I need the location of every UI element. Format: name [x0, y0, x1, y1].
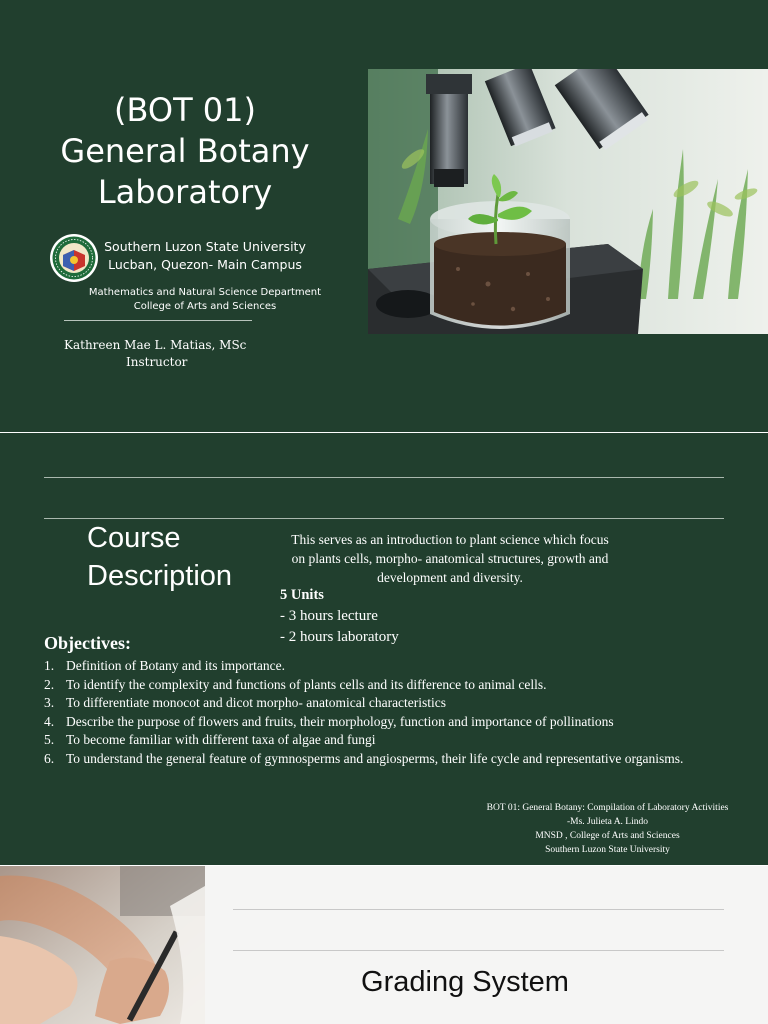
grading-system-slide [0, 866, 768, 1024]
hands-writing-photo [0, 866, 205, 1024]
list-item [44, 750, 744, 769]
reference-line: BOT 01: General Botany: Compilation of Laboratory Activities [486, 803, 729, 813]
units-laboratory: - 2 hours laboratory [280, 629, 399, 645]
list-number: 1. [44, 658, 55, 673]
list-text: Describe the purpose of flowers and fruits, their morphology, function and importance of pollinations [66, 713, 614, 729]
list-text: To differentiate monocot and dicot morpho- anatomical characteristics [66, 695, 447, 710]
college-name: College of Arts and Sciences [133, 300, 277, 312]
list-text: To understand the general feature of gymnosperms and angiosperms, their life cycle and representative organisms. [66, 750, 684, 766]
list-item [44, 657, 744, 676]
objectives-heading: Objectives: [44, 633, 131, 653]
department-name: Mathematics and Natural Science Department [88, 287, 322, 298]
divider [64, 320, 252, 321]
list-item [44, 713, 744, 732]
list-number: 3. [44, 695, 55, 710]
reference-line: -Ms. Julieta A. Lindo [566, 817, 648, 827]
microscope-plant-photo [368, 69, 768, 334]
course-title [40, 90, 330, 213]
list-number: 4. [44, 713, 55, 729]
title-slide [0, 0, 768, 432]
objectives-list [44, 657, 744, 768]
list-text: Definition of Botany and its importance. [66, 658, 285, 673]
divider-top [233, 909, 724, 910]
list-number: 5. [44, 732, 55, 747]
instructor-role: Instructor [126, 355, 188, 369]
title-line-code: (BOT 01) [114, 91, 256, 129]
units-block [280, 585, 399, 648]
grading-title: Grading System [361, 966, 569, 998]
course-description [270, 530, 630, 587]
reference-block [460, 801, 755, 857]
divider-bottom [233, 950, 724, 951]
section-title-line1: Course [87, 522, 181, 554]
title-line-type: Laboratory [97, 173, 273, 211]
reference-line: Southern Luzon State University [545, 845, 670, 855]
list-text: To become familiar with different taxa of algae and fungi [66, 732, 376, 747]
course-description-slide [0, 433, 768, 865]
university-seal-icon [49, 233, 99, 283]
department-block [60, 286, 350, 313]
divider-top [44, 477, 724, 478]
list-item [44, 676, 744, 695]
section-title-line2: Description [87, 560, 233, 592]
university-name: Southern Luzon State University [104, 239, 306, 254]
reference-line: MNSD , College of Arts and Sciences [535, 831, 680, 841]
list-text: To identify the complexity and functions of plants cells and its difference to animal cells. [66, 676, 547, 692]
instructor-block [64, 337, 246, 371]
campus-name: Lucban, Quezon- Main Campus [108, 257, 302, 272]
list-number: 6. [44, 750, 55, 766]
title-line-name: General Botany [60, 132, 310, 170]
list-item [44, 694, 744, 713]
units-heading: 5 Units [280, 587, 324, 603]
description-line: on plants cells, morpho- anatomical structures, growth and [291, 551, 609, 566]
instructor-name: Kathreen Mae L. Matias, MSc [64, 338, 247, 352]
description-line: This serves as an introduction to plant science which focus [291, 532, 609, 547]
list-item [44, 731, 744, 750]
description-line: development and diversity. [377, 570, 523, 585]
list-number: 2. [44, 676, 55, 692]
section-title [87, 519, 232, 595]
units-lecture: - 3 hours lecture [280, 608, 378, 624]
university-block [100, 238, 310, 274]
